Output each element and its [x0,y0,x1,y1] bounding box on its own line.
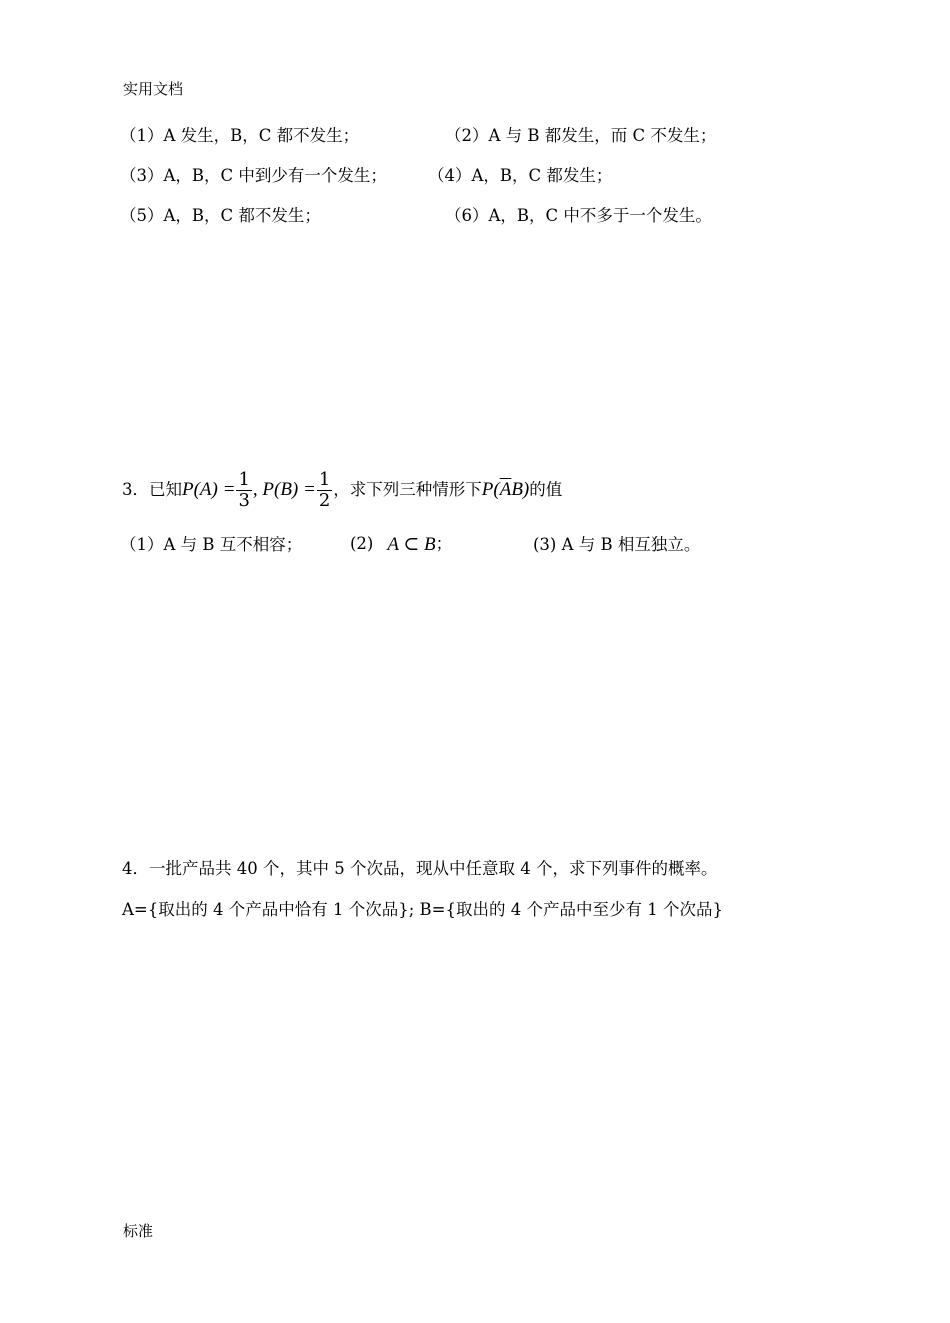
q2-item-5: （5）A，B，C 都不发生； [120,206,321,225]
fraction-denominator: 2 [318,489,331,511]
q2-item-2: （2）A 与 B 都发生，而 C 不发生； [445,126,717,145]
q4-line-1: 4．一批产品共 40 个，其中 5 个次品，现从中任意取 4 个，求下列事件的概率。 [122,859,718,878]
q3-fraction-one-half [317,470,332,511]
q3-suffix: 的值 [529,480,563,499]
q3-pa-expr: P(A) = [182,479,236,500]
target-rest: B) [511,479,530,500]
fraction-numerator: 1 [318,468,331,490]
q2-item-3: （3）A，B，C 中到少有一个发生； [120,166,387,185]
page-header: 实用文档 [123,80,184,98]
q3-fraction-one-third [236,470,251,511]
q4-line-2: A={取出的 4 个产品中恰有 1 个次品}; B={取出的 4 个产品中至少有 1 个次品} [122,900,723,919]
target-a-complement: $\overline{A}$ [499,479,512,500]
target-p: P( [481,479,500,500]
fraction-denominator: 3 [238,489,250,511]
q3-pb-expr: , P(B) = [252,479,316,500]
q3-case-3: (3) A 与 B 相互独立。 [533,535,701,554]
q2-item-4: （4）A，B，C 都发生； [428,166,613,185]
q3-case-2 [350,530,452,558]
q3-case-2-math: A ⊂ B [387,533,436,555]
page-footer: 标准 [123,1222,154,1240]
fraction-numerator: 1 [238,468,250,490]
q2-item-6: （6）A，B，C 中不多于一个发生。 [445,206,712,225]
q3-middle-text: ，求下列三种情形下 [333,480,482,499]
q3-case-1: （1）A 与 B 互不相容； [120,535,303,554]
q3-target-expr [482,479,529,501]
q3-prefix: 3．已知 [122,480,182,499]
q2-item-1: （1）A 发生，B，C 都不发生； [120,126,360,145]
q3-case-2-label: (2) [350,534,374,553]
q3-case-2-tail: ； [435,534,453,553]
q3-statement [122,462,562,518]
